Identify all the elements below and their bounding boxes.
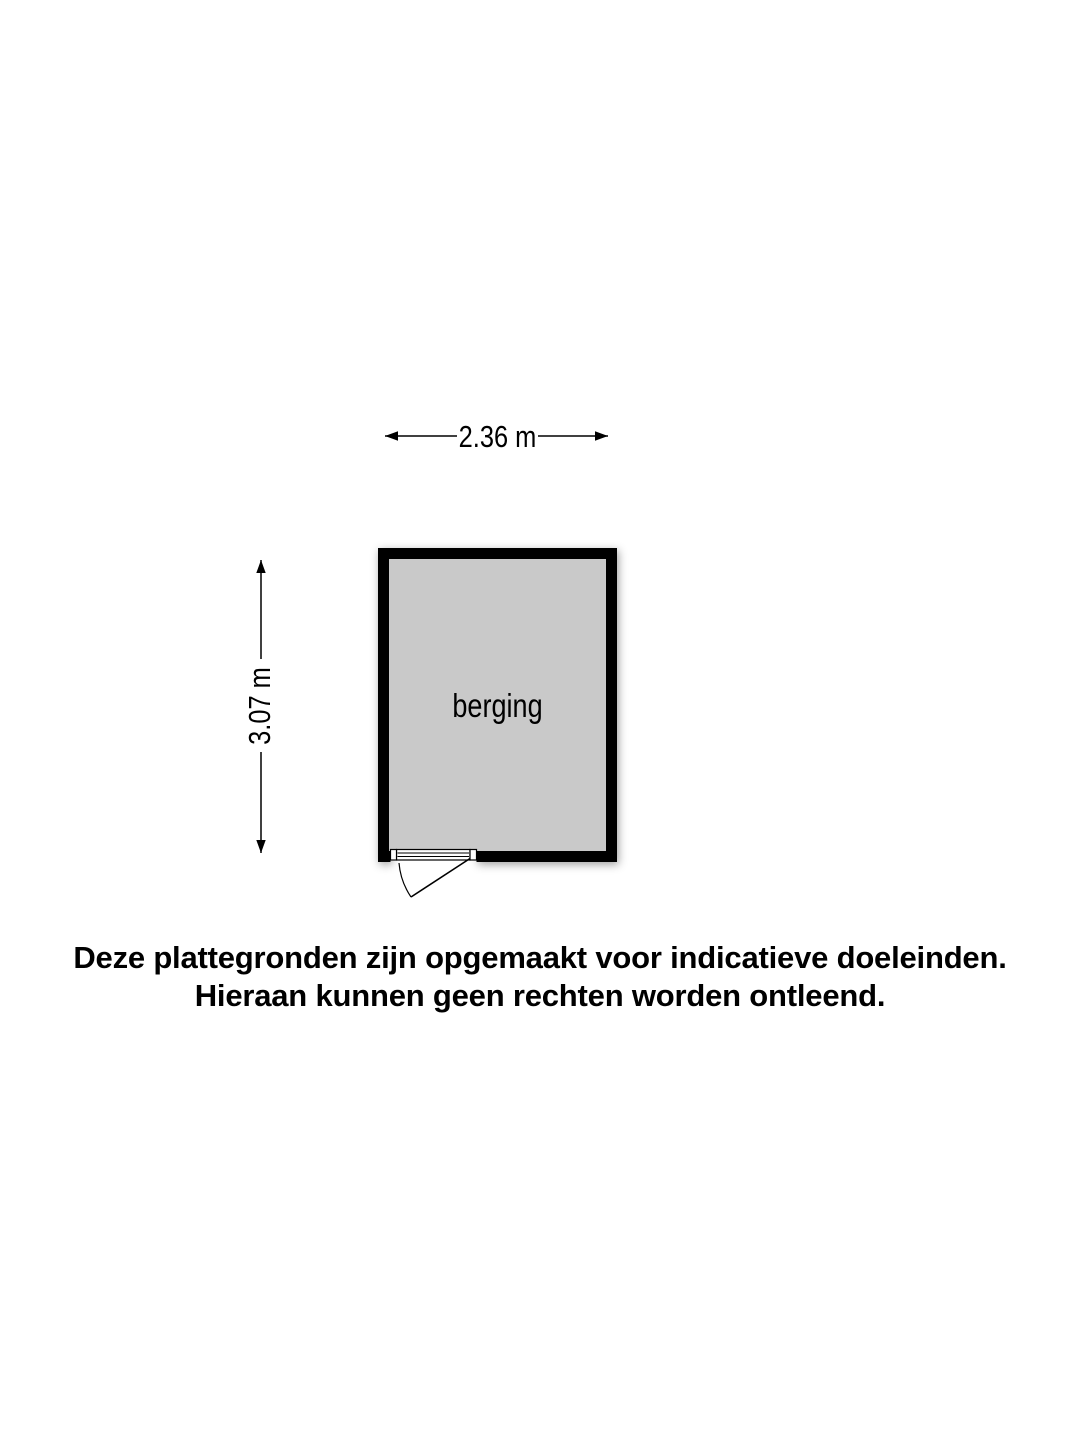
arrow-right-icon bbox=[595, 431, 608, 441]
room-berging bbox=[378, 548, 617, 862]
door-jamb-right bbox=[470, 850, 477, 861]
arrow-left-icon bbox=[385, 431, 398, 441]
wall-bottom-left-segment bbox=[378, 851, 391, 862]
door bbox=[391, 850, 477, 898]
arrow-down-icon bbox=[256, 840, 265, 853]
door-jamb-left bbox=[391, 850, 397, 861]
wall-left bbox=[378, 548, 389, 862]
dimension-height bbox=[243, 560, 278, 853]
disclaimer-line-1: Deze plattegronden zijn opgemaakt voor indicatieve doeleinden. bbox=[73, 940, 1007, 975]
arrow-up-icon bbox=[256, 560, 265, 573]
wall-right bbox=[606, 548, 617, 862]
door-sill bbox=[397, 850, 471, 861]
door-leaf bbox=[411, 859, 470, 898]
dimension-height-label: 3.07 m bbox=[242, 667, 278, 745]
disclaimer bbox=[0, 939, 1080, 1015]
dimension-width-label: 2.36 m bbox=[458, 419, 537, 455]
wall-top bbox=[378, 548, 617, 559]
door-swing-arc bbox=[399, 863, 411, 897]
wall-bottom-right-segment bbox=[477, 851, 618, 862]
room-label: berging bbox=[452, 688, 543, 725]
disclaimer-line-2: Hieraan kunnen geen rechten worden ontleend. bbox=[194, 978, 886, 1013]
dimension-width bbox=[385, 420, 608, 455]
